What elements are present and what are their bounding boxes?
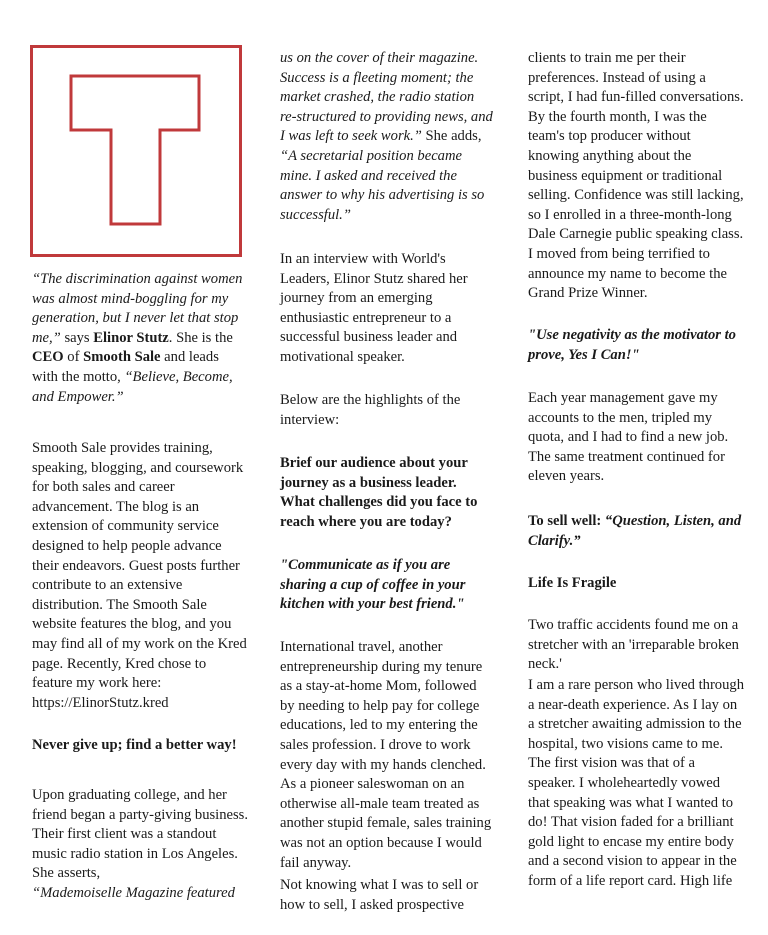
smooth-sale-paragraph: Smooth Sale provides training, speaking, blogging, and coursework for both sales and career advancement. The blog is an extension of community service designed to help people advance their endeavors. Guest posts further contribute to an extensive distribution. The Smooth Sale website features the blog, and you may find all of my work on the Kred page. Recently, Kred chose to feature my work here: https://ElinorStutz.kred bbox=[32, 440, 247, 711]
not-knowing-paragraph: Not knowing what I was to sell or how to sell, I asked prospective bbox=[280, 877, 479, 913]
graduation-paragraph: Upon graduating college, and her friend began a party-giving business. Their first client was a standout music radio station in Los Angeles. She asserts, “Mademoiselle Magazine featured bbox=[32, 787, 249, 901]
opening-quote: “The discrimination against women was almost mind-boggling for my generation, but I never let that stop me,” bbox=[32, 271, 243, 346]
answer-quote: "Communicate as if you are sharing a cup of coffee in your kitchen with your best friend." bbox=[280, 557, 466, 613]
clients-paragraph: clients to train me per their preferences. Instead of using a script, I had fun-filled conversations. By the fourth month, I was the team's top producer without knowing anything about the business equipment or traditional selling. Confidence was still lacking, so I enrolled in a three-month-long Dale Carnegie public speaking class. I moved from being terrified to announce my name to become the Grand Prize Winner. bbox=[528, 50, 744, 302]
author-name: Elinor Stutz bbox=[93, 329, 169, 346]
traffic-paragraph: Two traffic accidents found me on a stretcher with an 'irreparable broken neck.' bbox=[528, 617, 739, 673]
travel-paragraph: International travel, another entrepreneurship during my tenure as a stay-at-home Mom, followed by needing to help pay for college educations, led to my entering the sales profession. I drove to work every day with my hands clenched. As a pioneer saleswoman on an otherwise all-male team treated as another stupid female, sales training was not an option because I would fail anyway. bbox=[280, 639, 492, 871]
section-heading-life-is-fragile: Life Is Fragile bbox=[528, 575, 617, 591]
highlights-paragraph: Below are the highlights of the interview: bbox=[280, 392, 461, 428]
company-name: Smooth Sale bbox=[83, 349, 161, 366]
drop-cap-letter bbox=[33, 48, 34, 49]
radio-station-paragraph: us on the cover of their magazine. Success is a fleeting moment; the market crashed, the radio station re-structured to providing news, and I was left to seek work.” She adds, “A secretarial position became mine. I asked and received the answer to why his advertising is so successful.” bbox=[280, 50, 493, 223]
interview-question: Brief our audience about your journey as a business leader. What challenges did you face to reach where you are today? bbox=[280, 455, 478, 530]
drop-cap-t-glyph bbox=[33, 48, 239, 254]
drop-cap-letter-box bbox=[30, 45, 242, 257]
opening-paragraph: “The discrimination against women was almost mind-boggling for my generation, but I never let that stop me,” says Elinor Stutz. She is the CEO of Smooth Sale and leads with the motto, “Believe, Become, and Empower.” bbox=[32, 271, 243, 405]
negativity-quote: "Use negativity as the motivator to prove, Yes I Can!" bbox=[528, 327, 736, 363]
ceo-title: CEO bbox=[32, 349, 64, 366]
motto: “Believe, Become, and Empower.” bbox=[32, 368, 233, 405]
section-heading-never-give-up: Never give up; find a better way! bbox=[32, 737, 237, 753]
management-paragraph: Each year management gave my accounts to the men, tripled my quota, and I had to find a new job. The same treatment continued for eleven years. bbox=[528, 390, 729, 485]
sell-well-line: To sell well: “Question, Listen, and Clarify.” bbox=[528, 513, 742, 549]
interview-intro-paragraph: In an interview with World's Leaders, Elinor Stutz shared her journey from an emerging enthusiastic entrepreneur to a successful business leader and motivational speaker. bbox=[280, 251, 468, 365]
near-death-paragraph: I am a rare person who lived through a near-death experience. As I lay on a stretcher awaiting admission to the hospital, two visions came to me. The first vision was that of a speaker. I wholeheartedly vowed that speaking was what I wanted to do! That vision faded for a brilliant gold light to encase my entire body and a second vision to appear in the form of a life report card. High life bbox=[528, 677, 744, 889]
